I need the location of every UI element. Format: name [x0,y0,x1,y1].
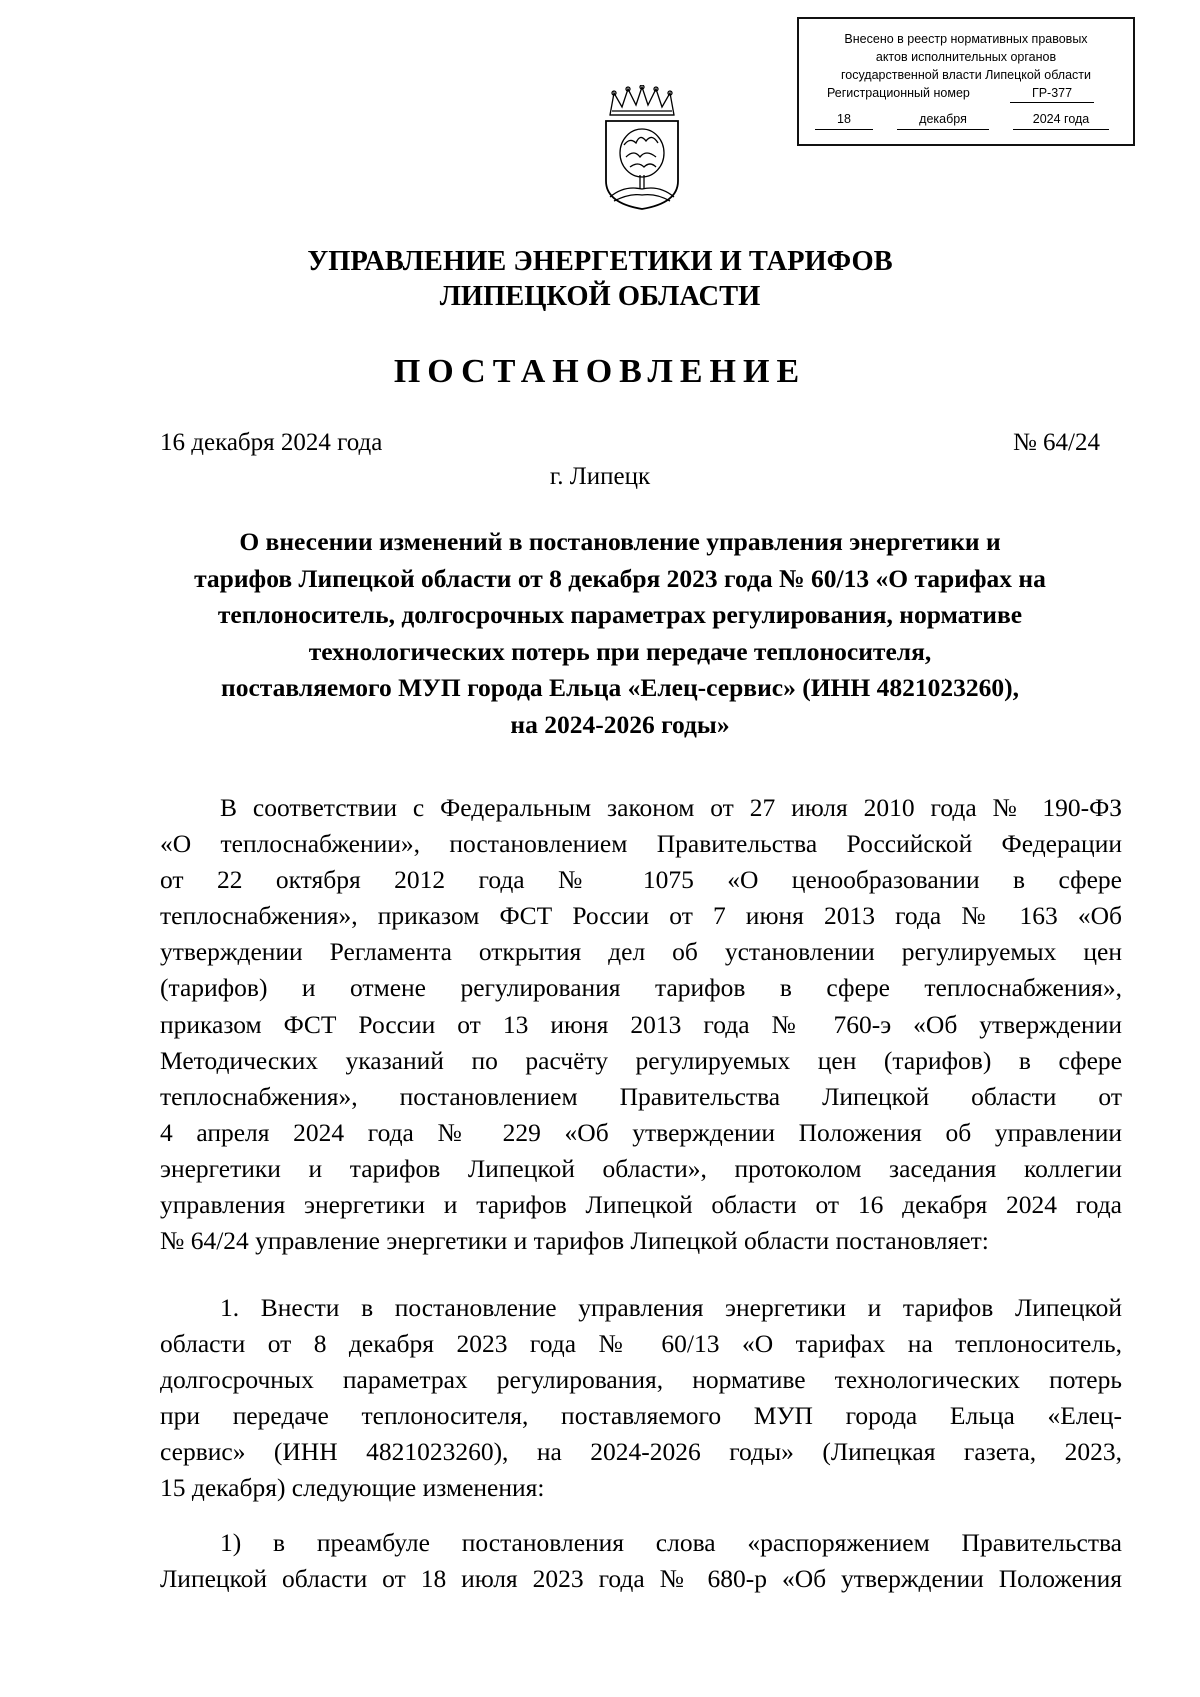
subject-line: поставляемого МУП города Ельца «Елец-сервис» (ИНН 4821023260), [221,673,1019,702]
paragraph-subitem-1 [160,1525,1122,1597]
paragraph-item-1 [160,1290,1122,1507]
document-date: 16 декабря 2024 года [160,429,383,456]
registry-stamp [797,17,1135,146]
stamp-date-row [799,109,1133,133]
subject-line: тарифов Липецкой области от 8 декабря 2023 года № 60/13 «О тарифах на [194,563,1046,593]
text-line: теплоснабжения», приказом ФСТ России от 7 июня 2013 года № 163 «Об [160,901,1122,931]
stamp-line-3: государственной власти Липецкой области [840,68,1092,82]
text-line: Липецкой области от 18 июля 2023 года № 680-р «Об утверждении Положения [160,1564,1122,1594]
text-line: Методических указаний по расчёту регулируемых цен (тарифов) в сфере [160,1045,1122,1075]
text-line: энергетики и тарифов Липецкой области», протоколом заседания коллегии [160,1153,1122,1183]
stamp-date-month: декабря [897,109,989,130]
text-line: утверждении Регламента открытия дел об установлении регулируемых цен [160,937,1122,967]
document-type: ПОСТАНОВЛЕНИЕ [393,353,807,390]
stamp-line-2: актов исполнительных органов [875,50,1057,64]
text-line: от 22 октября 2012 года № 1075 «О ценообразовании в сфере [160,865,1122,895]
subject-line: О внесении изменений в постановление управления энергетики и [239,527,1001,556]
organization-title-line-1: УПРАВЛЕНИЕ ЭНЕРГЕТИКИ И ТАРИФОВ [307,246,893,277]
lipetsk-coat-of-arms-icon [600,85,684,211]
text-line: области от 8 декабря 2023 года № 60/13 «О тарифах на теплоноситель, [160,1329,1122,1359]
subject-line: теплоноситель, долгосрочных параметрах регулирования, нормативе [217,600,1023,629]
stamp-registration-label: Регистрационный номер [827,86,970,100]
text-line: управления энергетики и тарифов Липецкой области от 16 декабря 2024 года [160,1190,1122,1220]
text-line: «О теплоснабжении», постановлением Правительства Российской Федерации [160,829,1122,859]
stamp-date-day: 18 [815,109,873,130]
text-line: 1. Внести в постановление управления энергетики и тарифов Липецкой [220,1293,1122,1322]
text-line: 4 апреля 2024 года № 229 «Об утверждении Положения об управлении [160,1117,1122,1147]
stamp-registration-number: ГР-377 [1010,84,1094,103]
paragraph-preamble [160,790,1122,1259]
organization-title-line-2: ЛИПЕЦКОЙ ОБЛАСТИ [439,281,761,312]
text-line: В соответствии с Федеральным законом от 27 июля 2010 года № 190-ФЗ [220,793,1122,822]
document-subject [140,524,1100,743]
subject-line: технологических потерь при передаче теплоносителя, [308,636,932,666]
stamp-line-1: Внесено в реестр нормативных правовых [844,32,1088,46]
text-line: приказом ФСТ России от 13 июня 2013 года № 760-э «Об утверждении [160,1009,1122,1039]
text-line: 1) в преамбуле постановления слова «распоряжением Правительства [220,1528,1122,1557]
stamp-registration-row [799,84,1133,104]
text-line: при передаче теплоносителя, поставляемого МУП города Ельца «Елец- [160,1401,1122,1431]
text-line: (тарифов) и отмене регулирования тарифов в сфере теплоснабжения», [160,973,1122,1003]
text-line: сервис» (ИНН 4821023260), на 2024-2026 годы» (Липецкая газета, 2023, [160,1437,1122,1467]
subject-line: на 2024-2026 годы» [510,709,730,739]
document-number: № 64/24 [1012,429,1100,456]
document-city: г. Липецк [549,463,651,490]
stamp-date-year: 2024 года [1013,109,1109,130]
text-line: теплоснабжения», постановлением Правительства Липецкой области от [160,1081,1122,1111]
organization-title [0,244,1200,314]
text-line: долгосрочных параметрах регулирования, нормативе технологических потерь [160,1365,1122,1395]
text-line: № 64/24 управление энергетики и тарифов Липецкой области постановляет: [160,1226,989,1256]
text-line: 15 декабря) следующие изменения: [160,1473,545,1503]
